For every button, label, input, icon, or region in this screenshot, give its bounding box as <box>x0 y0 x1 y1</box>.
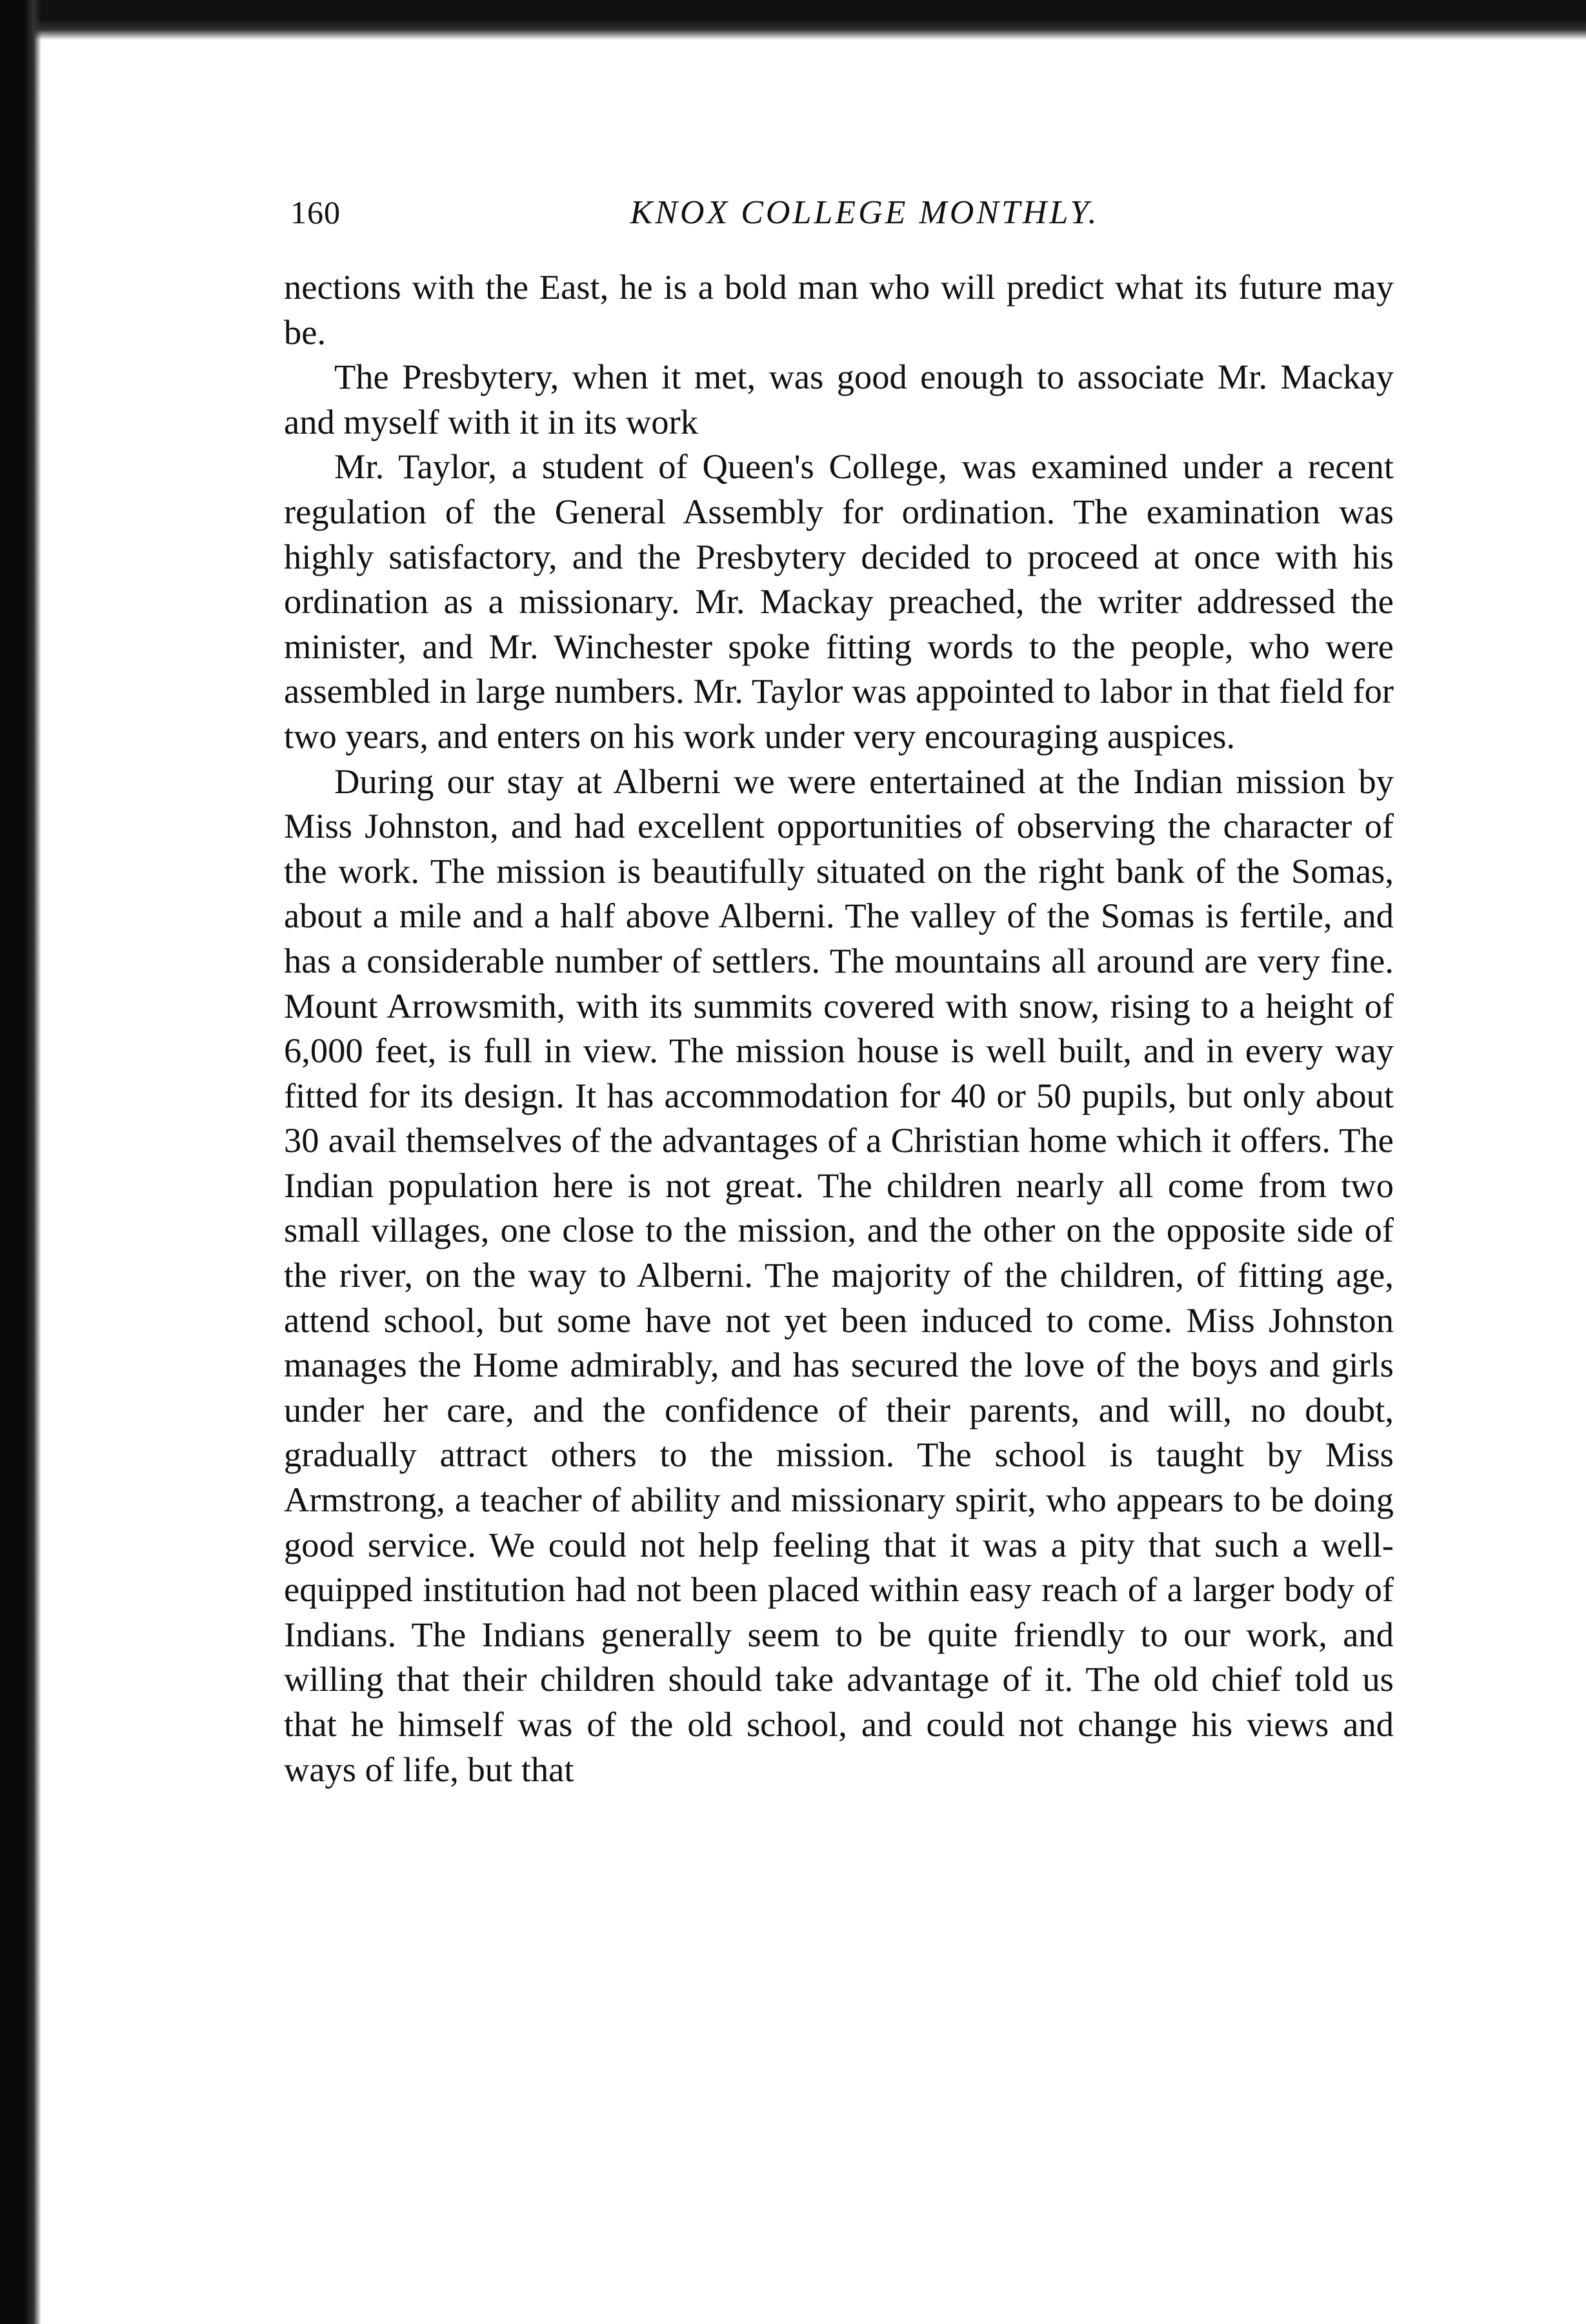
paragraph-taylor-ordination: Mr. Taylor, a student of Queen's College, was examined under a recent regulation of the General Assembly for ordination. The examination was highly satisfactory, and the Presbytery decided to proceed at once with his ordination as a missionary. Mr. Mackay preached, the writer addressed the minister, and Mr. Winchester spoke fitting words to the people, who were assembled in large numbers. Mr. Taylor was appointed to labor in that field for two years, and enters on his work under very encouraging auspices. <box>284 447 1394 756</box>
paragraph-continuation: nections with the East, he is a bold man who will predict what its future may be. <box>284 267 1394 352</box>
scan-top-edge <box>0 0 1586 40</box>
page-header <box>284 194 1394 265</box>
body-text <box>284 265 1394 1792</box>
paragraph-alberni-mission: During our stay at Alberni we were entertained at the Indian mission by Miss Johnston, and had excellent opportunities of observing the character of the work. The mission is beautifully situated on the right bank of the Somas, about a mile and a half above Alberni. The valley of the Somas is fertile, and has a considerable number of settlers. The mountains all around are very fine. Mount Arrowsmith, with its summits covered with snow, rising to a height of 6,000 feet, is full in view. The mission house is well built, and in every way fitted for its design. It has accommodation for 40 or 50 pupils, but only about 30 avail themselves of the advantages of a Christian home which it offers. The Indian population here is not great. The children nearly all come from two small villages, one close to the mission, and the other on the opposite side of the river, on the way to Alberni. The majority of the children, of fitting age, attend school, but some have not yet been induced to come. Miss Johnston manages the Home admirably, and has secured the love of the boys and girls under her care, and the confidence of their parents, and will, no doubt, gradually attract others to the mission. The school is taught by Miss Armstrong, a teacher of ability and missionary spirit, who appears to be doing good service. We could not help feeling that it was a pity that such a well-equipped institution had not been placed within easy reach of a larger body of Indians. The Indians generally seem to be quite friendly to our work, and willing that their children should take advantage of it. The old chief told us that he himself was of the old school, and could not change his views and ways of life, but that <box>284 761 1394 1789</box>
running-head: KNOX COLLEGE MONTHLY. <box>630 194 1099 231</box>
scan-binding-edge <box>0 0 41 2324</box>
page-number: 160 <box>290 194 341 230</box>
document-page <box>284 194 1394 1792</box>
paragraph-presbytery: The Presbytery, when it met, was good enough to associate Mr. Mackay and myself with it in its work <box>284 357 1394 441</box>
